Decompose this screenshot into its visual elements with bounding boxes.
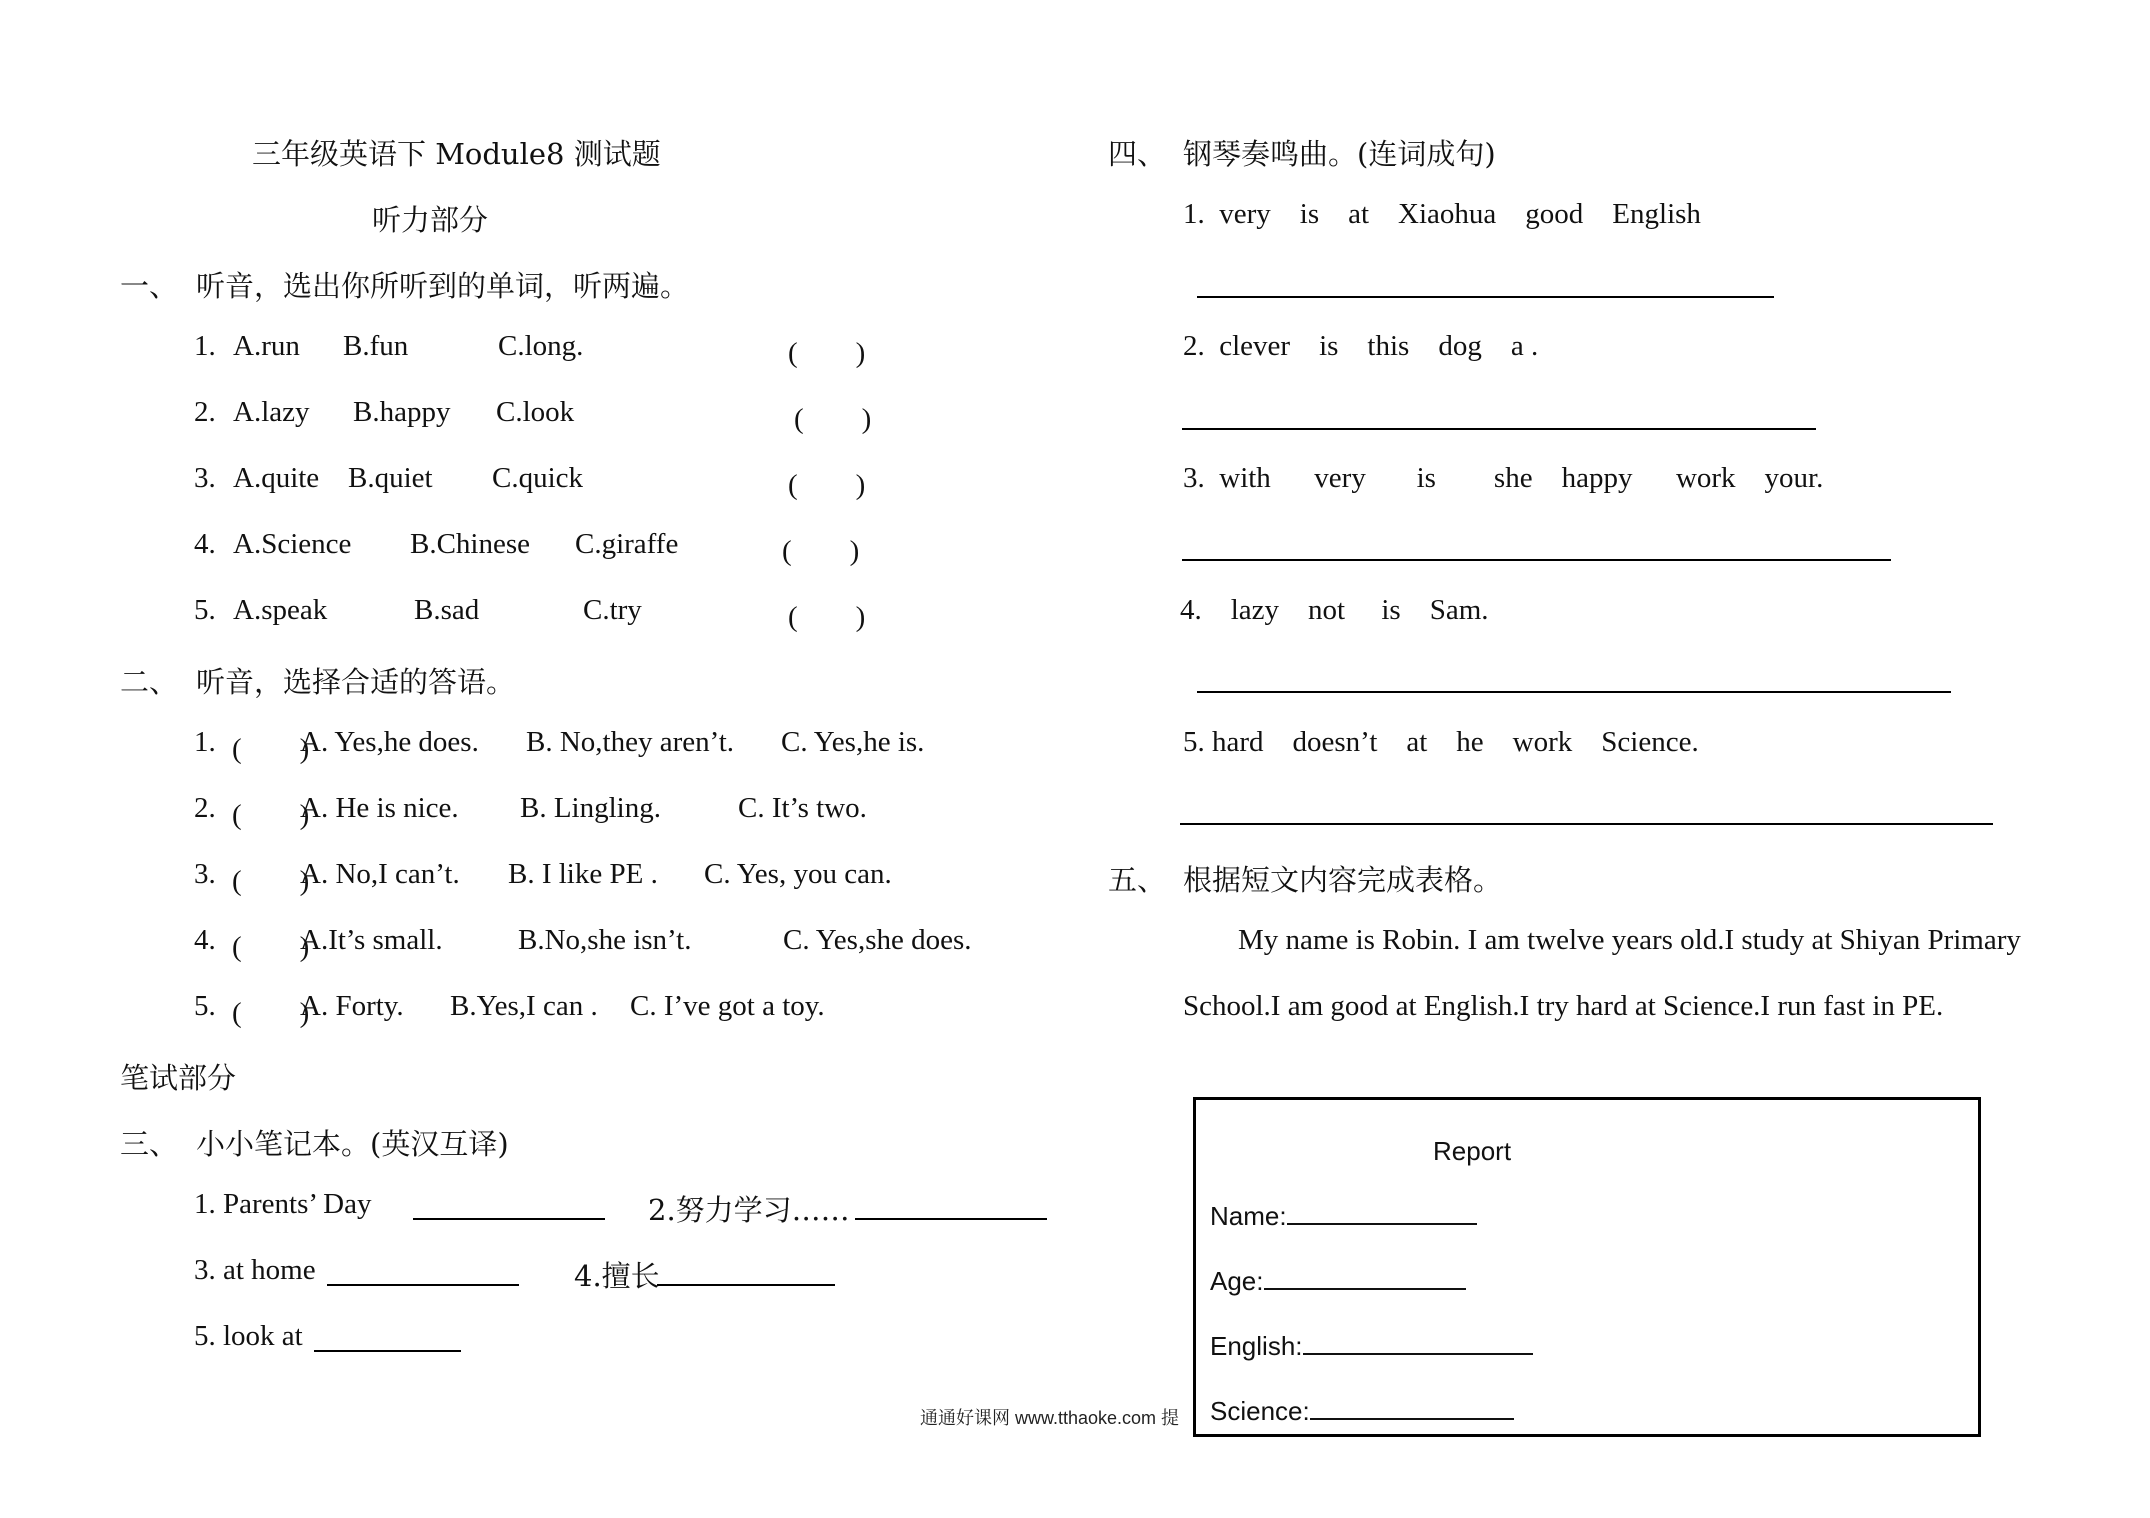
report-english-label: English: (1210, 1331, 1303, 1361)
option-a: A.quite (233, 462, 320, 494)
option-b: B.quiet (348, 462, 433, 494)
list-item-number: 1. (194, 330, 216, 362)
option-a: A. No,I can’t. (300, 858, 460, 890)
option-b: B. No,they aren’t. (526, 726, 735, 758)
section3-number: 三、 (120, 1127, 179, 1161)
footer-watermark: 通通好课网 www.tthaoke.com 提 (920, 1408, 1180, 1428)
list-item-number: 2. (194, 792, 216, 824)
report-form (1193, 1097, 1981, 1437)
report-science-blank[interactable] (1310, 1396, 1514, 1420)
answer-line[interactable] (1197, 691, 1951, 693)
answer-paren: ( ) (788, 601, 866, 633)
section2-title: 听音，选择合适的答语。 (196, 665, 516, 699)
answer-blank[interactable] (855, 1218, 1047, 1220)
option-a: A.Science (233, 528, 352, 560)
answer-blank[interactable] (314, 1350, 461, 1352)
answer-paren: ( ) (788, 469, 866, 501)
option-c: C.quick (492, 462, 584, 494)
report-name-row (1210, 1201, 1477, 1232)
section4-number: 四、 (1108, 137, 1167, 171)
sentence-item-4: 4. lazy not is Sam. (1180, 594, 1489, 626)
passage-line-1: My name is Robin. I am twelve years old.I study at Shiyan Primary (1238, 924, 2021, 956)
sentence-item-2: 2. clever is this dog a . (1183, 330, 1539, 362)
translation-item-2: 2.努力学习…… (648, 1193, 850, 1227)
section4-title: 钢琴奏鸣曲。(连词成句) (1183, 137, 1496, 171)
translation-item-5: 5. look at (194, 1320, 303, 1352)
translation-item-4: 4.擅长 (574, 1259, 660, 1293)
answer-line[interactable] (1197, 296, 1774, 298)
option-a: A.lazy (233, 396, 310, 428)
option-c: C. I’ve got a toy. (630, 990, 825, 1022)
report-science-label: Science: (1210, 1396, 1310, 1426)
answer-paren: ( ) (794, 403, 872, 435)
answer-blank[interactable] (327, 1284, 519, 1286)
option-c: C.try (583, 594, 642, 626)
sentence-item-3: 3. with very is she happy work your. (1183, 462, 1824, 494)
option-c: C. Yes,he is. (781, 726, 925, 758)
list-item-number: 4. (194, 924, 216, 956)
written-heading: 笔试部分 (120, 1061, 237, 1095)
option-c: C.giraffe (575, 528, 679, 560)
answer-paren: ( ) (788, 337, 866, 369)
answer-paren: ( ) (232, 733, 310, 765)
option-a: A.speak (233, 594, 328, 626)
list-item-number: 3. (194, 858, 216, 890)
option-c: C.long. (498, 330, 584, 362)
answer-paren: ( ) (232, 931, 310, 963)
passage-line-2: School.I am good at English.I try hard at Science.I run fast in PE. (1183, 990, 1944, 1022)
report-title: Report (1433, 1136, 1512, 1166)
report-science-row (1210, 1396, 1514, 1427)
answer-blank[interactable] (657, 1284, 835, 1286)
section1-title: 听音，选出你所听到的单词，听两遍。 (196, 269, 690, 303)
option-b: B.happy (353, 396, 451, 428)
answer-paren: ( ) (782, 535, 860, 567)
report-english-row (1210, 1331, 1533, 1362)
list-item-number: 5. (194, 594, 216, 626)
option-b: B.No,she isn’t. (518, 924, 692, 956)
sentence-item-5: 5. hard doesn’t at he work Science. (1183, 726, 1699, 758)
option-c: C. Yes, you can. (704, 858, 892, 890)
option-a: A. Forty. (300, 990, 404, 1022)
answer-paren: ( ) (232, 865, 310, 897)
sentence-item-1: 1. very is at Xiaohua good English (1183, 198, 1701, 230)
answer-paren: ( ) (232, 997, 310, 1029)
option-c: C.look (496, 396, 575, 428)
answer-line[interactable] (1182, 559, 1891, 561)
option-b: B. I like PE . (508, 858, 658, 890)
page-title: 三年级英语下 Module8 测试题 (252, 137, 661, 171)
list-item-number: 3. (194, 462, 216, 494)
option-a: A.It’s small. (300, 924, 443, 956)
translation-item-1: 1. Parents’ Day (194, 1188, 372, 1220)
list-item-number: 1. (194, 726, 216, 758)
list-item-number: 2. (194, 396, 216, 428)
option-c: C. It’s two. (738, 792, 867, 824)
answer-paren: ( ) (232, 799, 310, 831)
section5-title: 根据短文内容完成表格。 (1183, 863, 1503, 897)
report-age-blank[interactable] (1264, 1266, 1466, 1290)
section1-number: 一、 (120, 269, 179, 303)
list-item-number: 4. (194, 528, 216, 560)
translation-item-3: 3. at home (194, 1254, 316, 1286)
report-age-row (1210, 1266, 1466, 1297)
list-item-number: 5. (194, 990, 216, 1022)
answer-line[interactable] (1182, 428, 1816, 430)
listening-heading: 听力部分 (372, 203, 489, 237)
answer-line[interactable] (1180, 823, 1993, 825)
report-age-label: Age: (1210, 1266, 1264, 1296)
report-name-label: Name: (1210, 1201, 1287, 1231)
option-b: B.Chinese (410, 528, 531, 560)
option-a: A.run (233, 330, 300, 362)
answer-blank[interactable] (413, 1218, 605, 1220)
option-b: B.Yes,I can . (450, 990, 598, 1022)
section5-number: 五、 (1108, 863, 1167, 897)
option-c: C. Yes,she does. (783, 924, 972, 956)
option-b: B. Lingling. (520, 792, 661, 824)
report-english-blank[interactable] (1303, 1331, 1533, 1355)
option-b: B.fun (343, 330, 409, 362)
section2-number: 二、 (120, 665, 179, 699)
section3-title: 小小笔记本。(英汉互译) (196, 1127, 509, 1161)
option-a: A. He is nice. (300, 792, 459, 824)
report-name-blank[interactable] (1287, 1201, 1477, 1225)
option-b: B.sad (414, 594, 480, 626)
option-a: A. Yes,he does. (300, 726, 479, 758)
